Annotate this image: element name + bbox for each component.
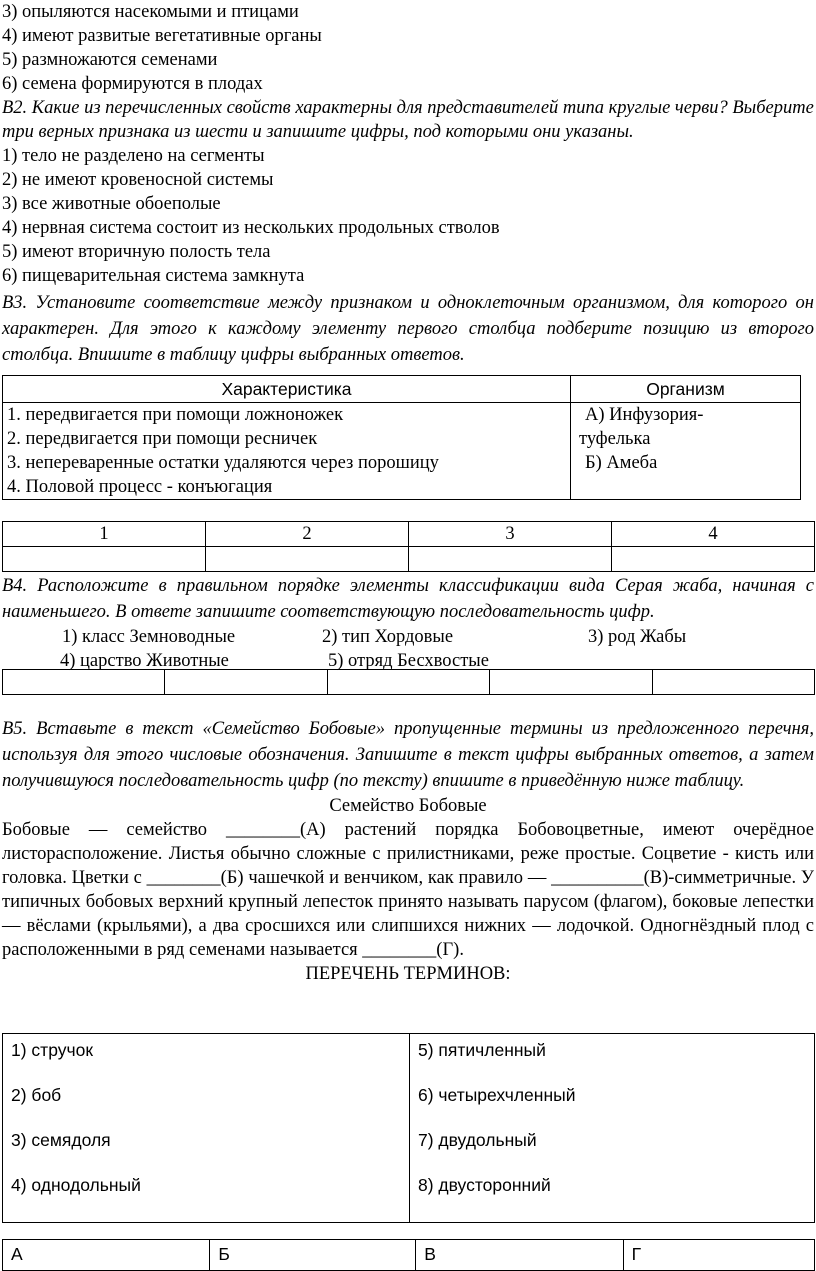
answer-cell[interactable] bbox=[409, 547, 612, 572]
b4-item: 5) отряд Бесхвостые bbox=[328, 651, 489, 671]
term-item: 2) боб bbox=[11, 1085, 62, 1105]
b4-item: 2) тип Хордовые bbox=[322, 627, 454, 647]
answer-header-v: В bbox=[416, 1240, 623, 1271]
answer-header-4: 4 bbox=[612, 522, 815, 547]
terms-right-cell bbox=[410, 1034, 815, 1223]
characteristic-item: 4. Половой процесс - конъюгация bbox=[7, 477, 273, 497]
answer-cell[interactable] bbox=[206, 547, 409, 572]
terms-title: ПЕРЕЧЕНЬ ТЕРМИНОВ: bbox=[305, 964, 511, 984]
option-line: 2) не имеют кровеносной системы bbox=[2, 170, 274, 190]
term-item: 6) четырехчленный bbox=[418, 1085, 576, 1105]
answer-header-1: 1 bbox=[3, 522, 206, 547]
characteristics-cell bbox=[3, 403, 571, 500]
answer-header-b: Б bbox=[210, 1240, 416, 1271]
answer-cell[interactable] bbox=[165, 670, 327, 695]
question-b5 bbox=[2, 716, 814, 986]
answer-cell[interactable] bbox=[3, 670, 165, 695]
term-item: 8) двусторонний bbox=[418, 1175, 551, 1195]
question-b4 bbox=[2, 573, 814, 625]
answer-cell[interactable] bbox=[612, 547, 815, 572]
b4-item: 3) род Жабы bbox=[588, 627, 687, 647]
question-b3-text: В3. Установите соответствие между признаком и одноклеточным организмом, для которого он характерен. Для этого к каждому элементу первого столбца подберите позицию из второго столбца. Впишите в таблицу цифры выбранных ответов. bbox=[2, 293, 814, 365]
term-item: 3) семядоля bbox=[11, 1130, 111, 1150]
option-line: 4) имеют развитые вегетативные органы bbox=[2, 26, 322, 46]
text-body: Бобовые — семейство ________(А) растений порядка Бобовоцветные, имеют очерёдное листорасположение. Листья обычно сложные с прилистниками, реже простые. Соцветие - кисть или головка. Цветки с ________(Б) чашечкой и венчиком, как правило — __________(В)-симметричные. У типичных бобовых верхний крупный лепесток принято называть парусом (флагом), боковые лепестки — вёслами (крыльями), а два сросшихся или слипшихся нижних — лодочкой. Одногнёздный плод с расположенными в ряд семенами называется ________(Г). bbox=[2, 820, 814, 960]
option-line: 6) пищеварительная система замкнута bbox=[2, 266, 305, 286]
b4-item: 4) царство Животные bbox=[60, 651, 229, 671]
option-line: 5) размножаются семенами bbox=[2, 50, 218, 70]
term-item: 5) пятичленный bbox=[418, 1040, 546, 1060]
question-b2 bbox=[2, 96, 814, 288]
answer-header-2: 2 bbox=[206, 522, 409, 547]
question-b3 bbox=[2, 290, 814, 368]
question-b4-text bbox=[2, 573, 814, 625]
b4-answer-table bbox=[2, 669, 815, 695]
question-b4-prompt: В4. Расположите в правильном порядке элементы классификации вида Серая жаба, начиная с наименьшего. В ответе запишите соответствующую последовательность цифр. bbox=[2, 576, 814, 622]
answer-cell[interactable] bbox=[652, 670, 814, 695]
characteristic-item: 1. передвигается при помощи ложноножек bbox=[7, 405, 344, 425]
answer-cell[interactable] bbox=[3, 547, 206, 572]
terms-left-cell bbox=[3, 1034, 410, 1223]
organism-item: Б) Амеба bbox=[585, 453, 658, 473]
answer-cell[interactable] bbox=[327, 670, 489, 695]
answer-header-a: А bbox=[3, 1240, 210, 1271]
b4-item: 1) класс Земноводные bbox=[62, 627, 236, 647]
answer-cell[interactable] bbox=[490, 670, 652, 695]
terms-table bbox=[2, 1033, 815, 1223]
answer-header-3: 3 bbox=[409, 522, 612, 547]
term-item: 4) однодольный bbox=[11, 1175, 141, 1195]
question-b2-text: В2. Какие из перечисленных свойств характерны для представителей типа круглые черви? Выберите три верных признака из шести и запишите цифры, под которыми они указаны. bbox=[2, 98, 814, 142]
organism-item: туфелька bbox=[579, 429, 651, 449]
term-item: 1) стручок bbox=[11, 1040, 93, 1060]
b5-answer-table bbox=[2, 1239, 815, 1271]
option-line: 5) имеют вторичную полость тела bbox=[2, 242, 271, 262]
header-characteristic: Характеристика bbox=[3, 376, 571, 403]
option-line: 3) все животные обоеполые bbox=[2, 194, 221, 214]
question-b5-text: В5. Вставьте в текст «Семейство Бобовые» пропущенные термины из предложенного перечня, используя для этого числовые обозначения. Запишите в текст цифры выбранных ответов, а затем получившуюся последовательность цифр (по тексту) впишите в приведённую ниже таблицу. bbox=[2, 719, 814, 791]
option-line: 1) тело не разделено на сегменты bbox=[2, 146, 265, 166]
option-line: 4) нервная система состоит из нескольких продольных стволов bbox=[2, 218, 500, 238]
option-line: 3) опыляются насекомыми и птицами bbox=[2, 2, 299, 22]
matching-table bbox=[2, 375, 801, 500]
header-organism: Организм bbox=[571, 376, 801, 403]
characteristic-item: 3. непереваренные остатки удаляются через порошицу bbox=[7, 453, 439, 473]
text-title: Семейство Бобовые bbox=[329, 796, 487, 816]
organisms-cell bbox=[571, 403, 801, 500]
term-item: 7) двудольный bbox=[418, 1130, 537, 1150]
b3-answer-table bbox=[2, 521, 815, 572]
option-line: 6) семена формируются в плодах bbox=[2, 74, 263, 94]
previous-question-options bbox=[2, 0, 814, 96]
characteristic-item: 2. передвигается при помощи ресничек bbox=[7, 429, 318, 449]
answer-header-g: Г bbox=[623, 1240, 814, 1271]
organism-item: А) Инфузория- bbox=[585, 405, 704, 425]
